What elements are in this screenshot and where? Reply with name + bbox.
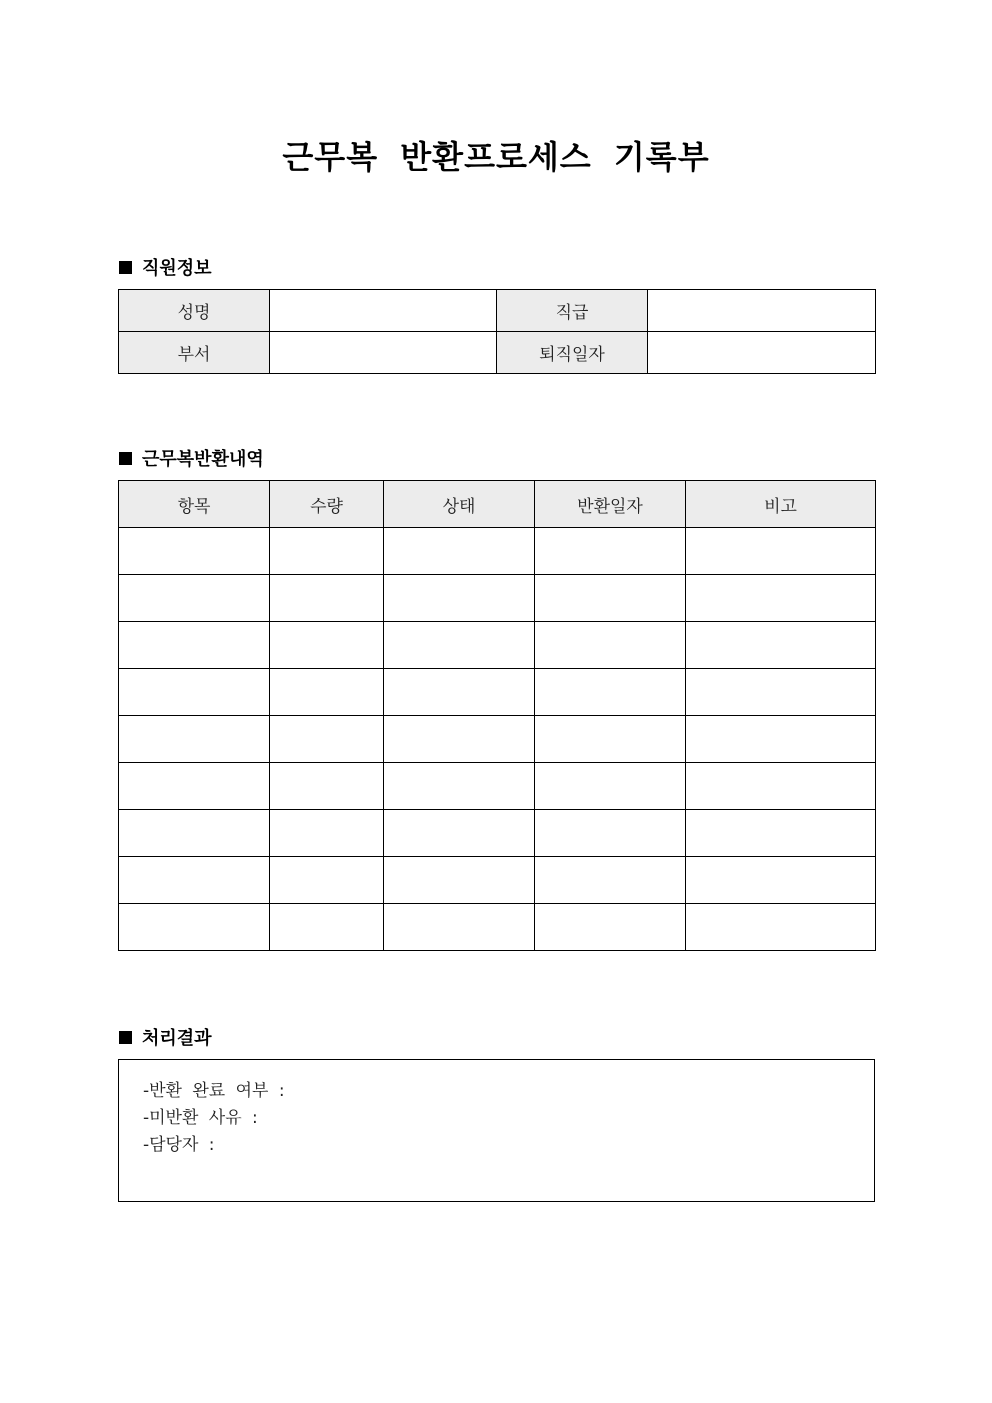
department-field[interactable] — [270, 332, 497, 374]
return-date-cell[interactable] — [535, 669, 686, 716]
item-cell[interactable] — [119, 857, 270, 904]
condition-cell[interactable] — [384, 810, 535, 857]
table-row — [119, 528, 876, 575]
return-date-cell[interactable] — [535, 904, 686, 951]
return-completed-line: -반환 완료 여부 : — [143, 1081, 285, 1101]
item-cell[interactable] — [119, 528, 270, 575]
quantity-cell[interactable] — [270, 810, 384, 857]
column-header-item: 항목 — [119, 481, 270, 528]
table-row — [119, 763, 876, 810]
condition-cell[interactable] — [384, 904, 535, 951]
item-cell[interactable] — [119, 669, 270, 716]
table-row — [119, 716, 876, 763]
result-lines — [143, 1078, 285, 1159]
name-label: 성명 — [119, 290, 270, 332]
condition-cell[interactable] — [384, 622, 535, 669]
remarks-cell[interactable] — [686, 810, 876, 857]
square-bullet-icon — [119, 452, 132, 465]
return-date-cell[interactable] — [535, 622, 686, 669]
table-row — [119, 669, 876, 716]
return-date-cell[interactable] — [535, 857, 686, 904]
condition-cell[interactable] — [384, 669, 535, 716]
remarks-cell[interactable] — [686, 857, 876, 904]
section-heading-returns — [119, 445, 264, 471]
item-cell[interactable] — [119, 810, 270, 857]
return-date-cell[interactable] — [535, 810, 686, 857]
item-cell[interactable] — [119, 716, 270, 763]
item-cell[interactable] — [119, 575, 270, 622]
section-heading-result — [119, 1024, 212, 1050]
position-label: 직급 — [497, 290, 648, 332]
table-row — [119, 810, 876, 857]
section-heading-employee — [119, 254, 212, 280]
quantity-cell[interactable] — [270, 763, 384, 810]
return-date-cell[interactable] — [535, 763, 686, 810]
column-header-return-date: 반환일자 — [535, 481, 686, 528]
quantity-cell[interactable] — [270, 622, 384, 669]
quantity-cell[interactable] — [270, 669, 384, 716]
quantity-cell[interactable] — [270, 904, 384, 951]
name-field[interactable] — [270, 290, 497, 332]
quantity-cell[interactable] — [270, 528, 384, 575]
table-row — [119, 904, 876, 951]
section-heading-label: 근무복반환내역 — [142, 449, 264, 470]
condition-cell[interactable] — [384, 528, 535, 575]
remarks-cell[interactable] — [686, 622, 876, 669]
condition-cell[interactable] — [384, 575, 535, 622]
table-row — [119, 290, 876, 332]
table-row — [119, 622, 876, 669]
quantity-cell[interactable] — [270, 716, 384, 763]
remarks-cell[interactable] — [686, 575, 876, 622]
item-cell[interactable] — [119, 904, 270, 951]
department-label: 부서 — [119, 332, 270, 374]
quantity-cell[interactable] — [270, 575, 384, 622]
section-heading-label: 직원정보 — [142, 258, 212, 279]
item-cell[interactable] — [119, 763, 270, 810]
position-field[interactable] — [648, 290, 876, 332]
remarks-cell[interactable] — [686, 669, 876, 716]
table-row — [119, 332, 876, 374]
remarks-cell[interactable] — [686, 763, 876, 810]
table-header-row — [119, 481, 876, 528]
table-row — [119, 857, 876, 904]
condition-cell[interactable] — [384, 716, 535, 763]
result-box[interactable] — [118, 1059, 875, 1202]
condition-cell[interactable] — [384, 857, 535, 904]
return-date-cell[interactable] — [535, 716, 686, 763]
column-header-condition: 상태 — [384, 481, 535, 528]
resignation-date-field[interactable] — [648, 332, 876, 374]
employee-info-table — [118, 289, 876, 374]
person-in-charge-line: -담당자 : — [143, 1135, 215, 1155]
square-bullet-icon — [119, 1031, 132, 1044]
remarks-cell[interactable] — [686, 904, 876, 951]
quantity-cell[interactable] — [270, 857, 384, 904]
remarks-cell[interactable] — [686, 528, 876, 575]
item-cell[interactable] — [119, 622, 270, 669]
section-heading-label: 처리결과 — [142, 1028, 212, 1049]
document-title: 근무복 반환프로세스 기록부 — [282, 138, 710, 176]
table-row — [119, 575, 876, 622]
unreturned-reason-line: -미반환 사유 : — [143, 1108, 258, 1128]
column-header-remarks: 비고 — [686, 481, 876, 528]
remarks-cell[interactable] — [686, 716, 876, 763]
column-header-quantity: 수량 — [270, 481, 384, 528]
return-date-cell[interactable] — [535, 528, 686, 575]
condition-cell[interactable] — [384, 763, 535, 810]
uniform-returns-table — [118, 480, 876, 951]
return-date-cell[interactable] — [535, 575, 686, 622]
square-bullet-icon — [119, 261, 132, 274]
resignation-date-label: 퇴직일자 — [497, 332, 648, 374]
